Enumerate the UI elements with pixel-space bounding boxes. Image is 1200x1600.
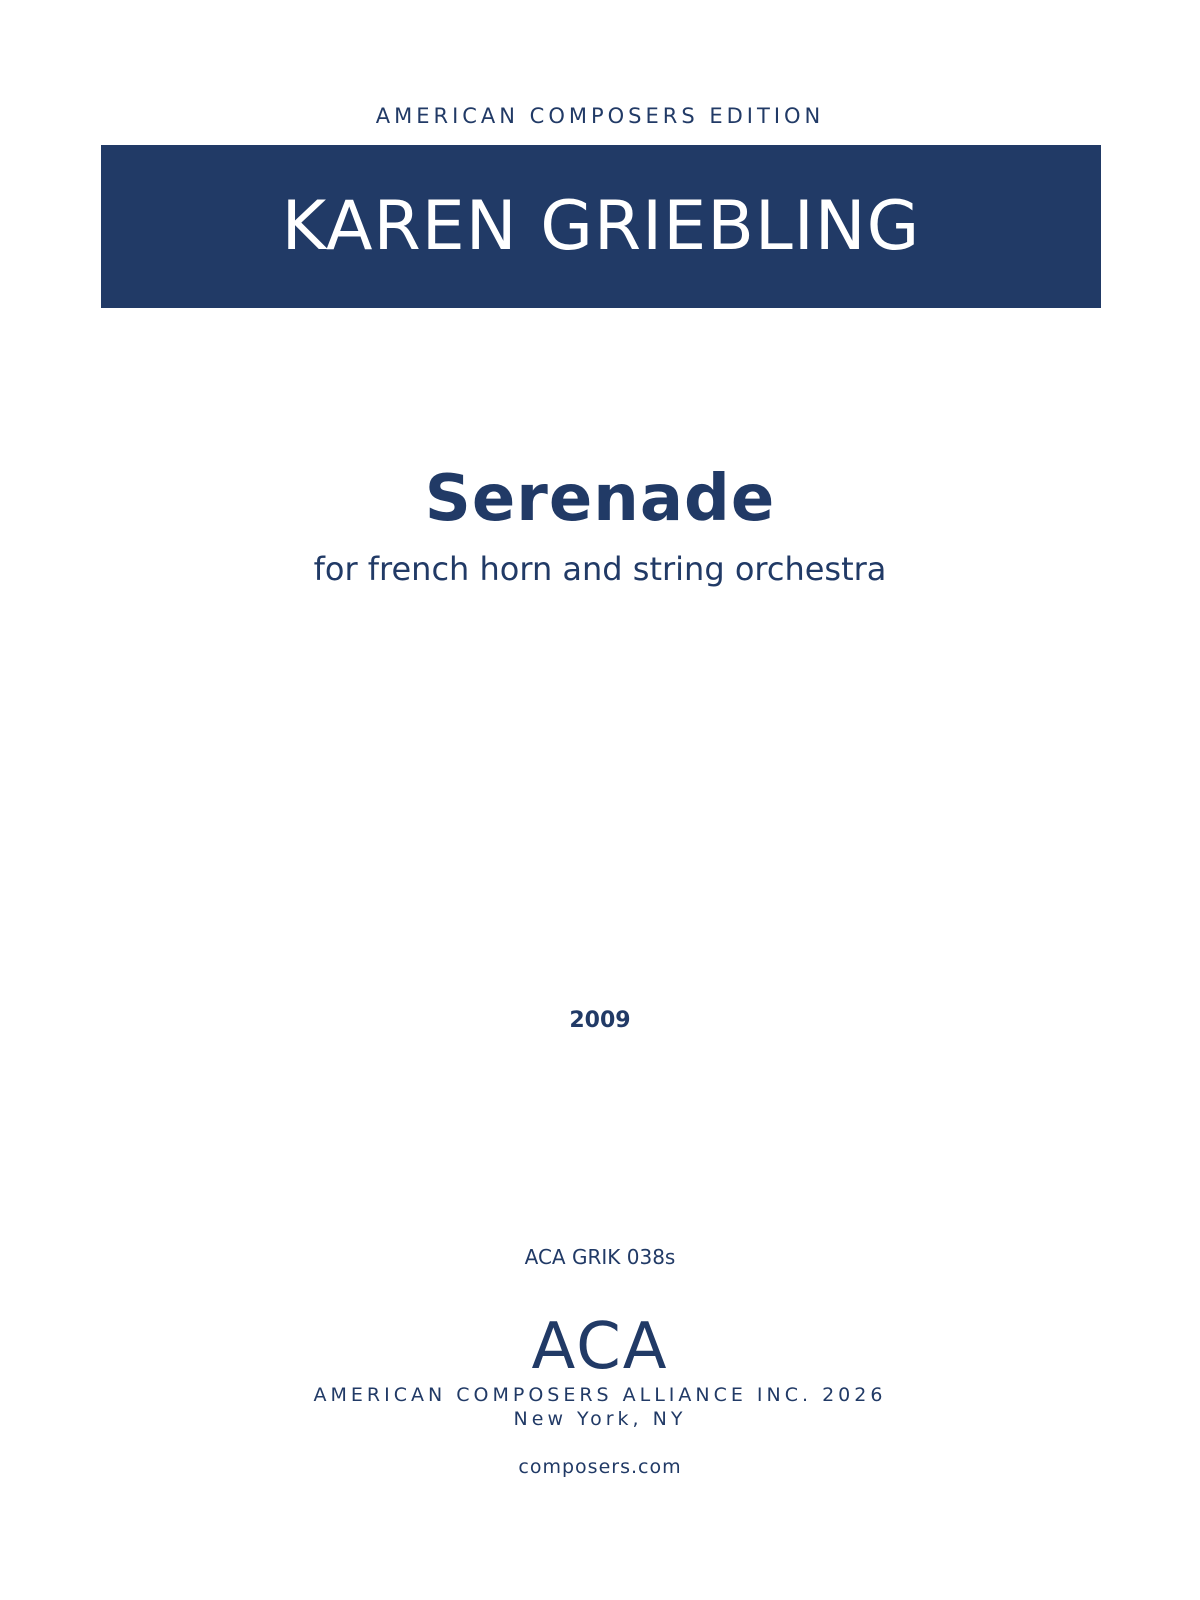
publisher-name: AMERICAN COMPOSERS ALLIANCE INC. 2026 <box>313 1384 887 1406</box>
composition-year: 2009 <box>569 1008 631 1033</box>
publisher-website-link[interactable]: composers.com <box>518 1456 682 1478</box>
catalog-number: ACA GRIK 038s <box>524 1245 676 1269</box>
series-label: AMERICAN COMPOSERS EDITION <box>375 104 825 128</box>
publisher-location: New York, NY <box>513 1408 687 1430</box>
composer-name: KAREN GRIEBLING <box>281 187 921 266</box>
work-title: Serenade <box>424 462 776 536</box>
composer-banner <box>101 145 1101 308</box>
aca-logo: ACA <box>531 1310 669 1384</box>
work-subtitle: for french horn and string orchestra <box>313 550 887 588</box>
